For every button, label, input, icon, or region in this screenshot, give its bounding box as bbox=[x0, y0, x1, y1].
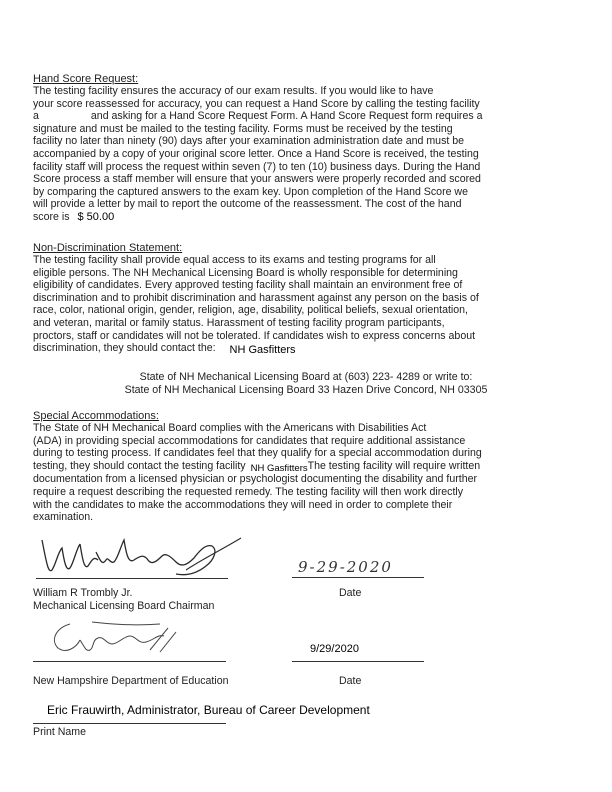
non-discrimination-line bbox=[33, 304, 581, 317]
chairman-signature bbox=[36, 530, 256, 580]
hand-score-line-text: your score reassessed for accuracy, you can request a Hand Score by calling the testing facility bbox=[33, 97, 480, 110]
non-discrimination-body bbox=[33, 254, 581, 355]
non-discrimination-line bbox=[33, 330, 581, 343]
hand-score-body bbox=[33, 85, 581, 224]
print-name-line bbox=[33, 723, 226, 724]
hand-score-line bbox=[33, 161, 581, 174]
hand-score-line bbox=[33, 135, 581, 148]
hand-score-line bbox=[33, 98, 581, 111]
hand-score-line bbox=[33, 198, 581, 211]
chairman-title: Mechanical Licensing Board Chairman bbox=[33, 600, 215, 612]
print-name-value: Eric Frauwirth, Administrator, Bureau of Career Development bbox=[47, 703, 370, 717]
special-accommodations-line-text: The State of NH Mechanical Board complies with the Americans with Disabilities Act bbox=[33, 422, 427, 434]
special-accommodations-line-text: testing, they should contact the testing facility bbox=[33, 459, 246, 472]
non-discrimination-line-text: and veteran, marital or family status. Harassment of testing facility program participants, bbox=[33, 316, 445, 329]
hand-score-line bbox=[33, 173, 581, 186]
non-discrimination-line-text: race, color, national origin, gender, religion, age, disability, political beliefs, sexual orientation, bbox=[33, 304, 468, 317]
hand-score-line bbox=[33, 211, 581, 224]
special-accommodations-line bbox=[33, 447, 581, 460]
non-discrimination-line-text: proctors, staff or candidates will not be tolerated. If candidates wish to express concerns about bbox=[33, 329, 476, 342]
hand-score-line-text: score is bbox=[33, 210, 70, 223]
special-accommodations-contact: NH Gasfitters bbox=[250, 462, 308, 474]
special-accommodations-line-text: require a request describing the requested remedy. The testing facility will then work directly bbox=[33, 485, 464, 498]
non-discrimination-line-text: discrimination, they should contact the: bbox=[33, 342, 216, 355]
special-accommodations-line bbox=[33, 435, 581, 448]
handwritten-date: 9-29-2020 bbox=[298, 558, 393, 576]
special-accommodations-line-suffix: The testing facility will require written bbox=[307, 459, 481, 472]
non-discrimination-section bbox=[33, 242, 581, 355]
hand-score-line bbox=[33, 85, 581, 98]
special-accommodations-line-text: documentation from a licensed physician or psychologist documenting the disability and further bbox=[33, 473, 478, 486]
non-discrimination-line bbox=[33, 342, 581, 355]
hand-score-section bbox=[33, 73, 581, 224]
hand-score-line bbox=[33, 148, 581, 161]
hand-score-line-text: facility staff will process the request within seven (7) to ten (10) business days. During the Hand bbox=[33, 160, 481, 173]
education-org: New Hampshire Department of Education bbox=[33, 675, 229, 687]
address-line-1: State of NH Mechanical Licensing Board at (603) 223- 4289 or write to: bbox=[139, 371, 473, 383]
date-line-2 bbox=[292, 661, 424, 662]
special-accommodations-section bbox=[33, 410, 581, 524]
hand-score-heading: Hand Score Request: bbox=[33, 73, 139, 85]
date-label-1: Date bbox=[339, 587, 362, 599]
non-discrimination-line bbox=[33, 279, 581, 292]
special-accommodations-line bbox=[33, 486, 581, 499]
special-accommodations-line-text: during to testing process. If candidates feel that they qualify for a special accommodation during bbox=[33, 447, 482, 460]
typed-date: 9/29/2020 bbox=[310, 643, 359, 655]
non-discrimination-line bbox=[33, 254, 581, 267]
non-discrimination-line-text: eligible persons. The NH Mechanical Licensing Board is wholly responsible for determining bbox=[33, 266, 458, 279]
hand-score-line bbox=[33, 186, 581, 199]
non-discrimination-line-text: discrimination and to prohibit discrimination and harassment against any person on the basis of bbox=[33, 291, 479, 304]
special-accommodations-line-text: (ADA) in providing special accommodations for candidates that require additional assistance bbox=[33, 434, 466, 447]
non-discrimination-line bbox=[33, 292, 581, 305]
hand-score-line-text: Score process a staff member will ensure that your answers were properly recorded and scored bbox=[33, 173, 481, 186]
signature-line-1 bbox=[36, 578, 228, 579]
non-discrimination-line-text: eligibility of candidates. Every approved testing facility shall maintain an environment free of bbox=[33, 279, 463, 292]
special-accommodations-heading: Special Accommodations: bbox=[33, 410, 159, 422]
non-discrimination-line-text: The testing facility shall provide equal access to its exams and testing programs for all bbox=[33, 254, 436, 266]
signature-line-2 bbox=[33, 661, 226, 662]
address-line-2: State of NH Mechanical Licensing Board 33 Hazen Drive Concord, NH 03305 bbox=[124, 384, 488, 396]
date-label-2: Date bbox=[339, 675, 362, 687]
hand-score-cost: $ 50.00 bbox=[77, 210, 115, 223]
special-accommodations-line bbox=[33, 473, 581, 486]
hand-score-line-text: and asking for a Hand Score Request Form. A Hand Score Request form requires a bbox=[90, 110, 483, 123]
hand-score-line bbox=[33, 123, 581, 136]
non-discrimination-heading: Non-Discrimination Statement: bbox=[33, 242, 183, 254]
special-accommodations-line-text: examination. bbox=[33, 511, 94, 524]
hand-score-line bbox=[33, 110, 581, 123]
special-accommodations-line bbox=[33, 511, 581, 524]
special-accommodations-body bbox=[33, 422, 581, 524]
special-accommodations-line bbox=[33, 499, 581, 512]
non-discrimination-contact: NH Gasfitters bbox=[229, 344, 296, 357]
hand-score-line-text: by comparing the captured answers to the exam key. Upon completion of the Hand Score we bbox=[33, 185, 468, 198]
special-accommodations-line-text: with the candidates to make the accommodations they will need in order to complete their bbox=[33, 498, 453, 511]
hand-score-line-text: facility no later than ninety (90) days after your examination administration date and must be bbox=[33, 135, 465, 148]
hand-score-line-text: signature and must be mailed to the testing facility. Forms must be received by the testing bbox=[33, 122, 453, 135]
chairman-name: William R Trombly Jr. bbox=[33, 587, 133, 599]
special-accommodations-line bbox=[33, 422, 581, 435]
hand-score-line-prefix: a bbox=[33, 110, 39, 123]
hand-score-line-text: The testing facility ensures the accuracy of our exam results. If you would like to have bbox=[33, 85, 434, 97]
non-discrimination-line bbox=[33, 317, 581, 330]
print-name-label: Print Name bbox=[33, 726, 86, 738]
special-accommodations-line bbox=[33, 460, 581, 474]
hand-score-line-text: accompanied by a copy of your original score letter. Once a Hand Score is received, the testing bbox=[33, 147, 479, 160]
date-line-1 bbox=[292, 577, 424, 578]
non-discrimination-line bbox=[33, 267, 581, 280]
hand-score-line-text: will provide a letter by mail to report the outcome of the reassessment. The cost of the hand bbox=[33, 198, 462, 211]
education-signature bbox=[40, 614, 200, 660]
